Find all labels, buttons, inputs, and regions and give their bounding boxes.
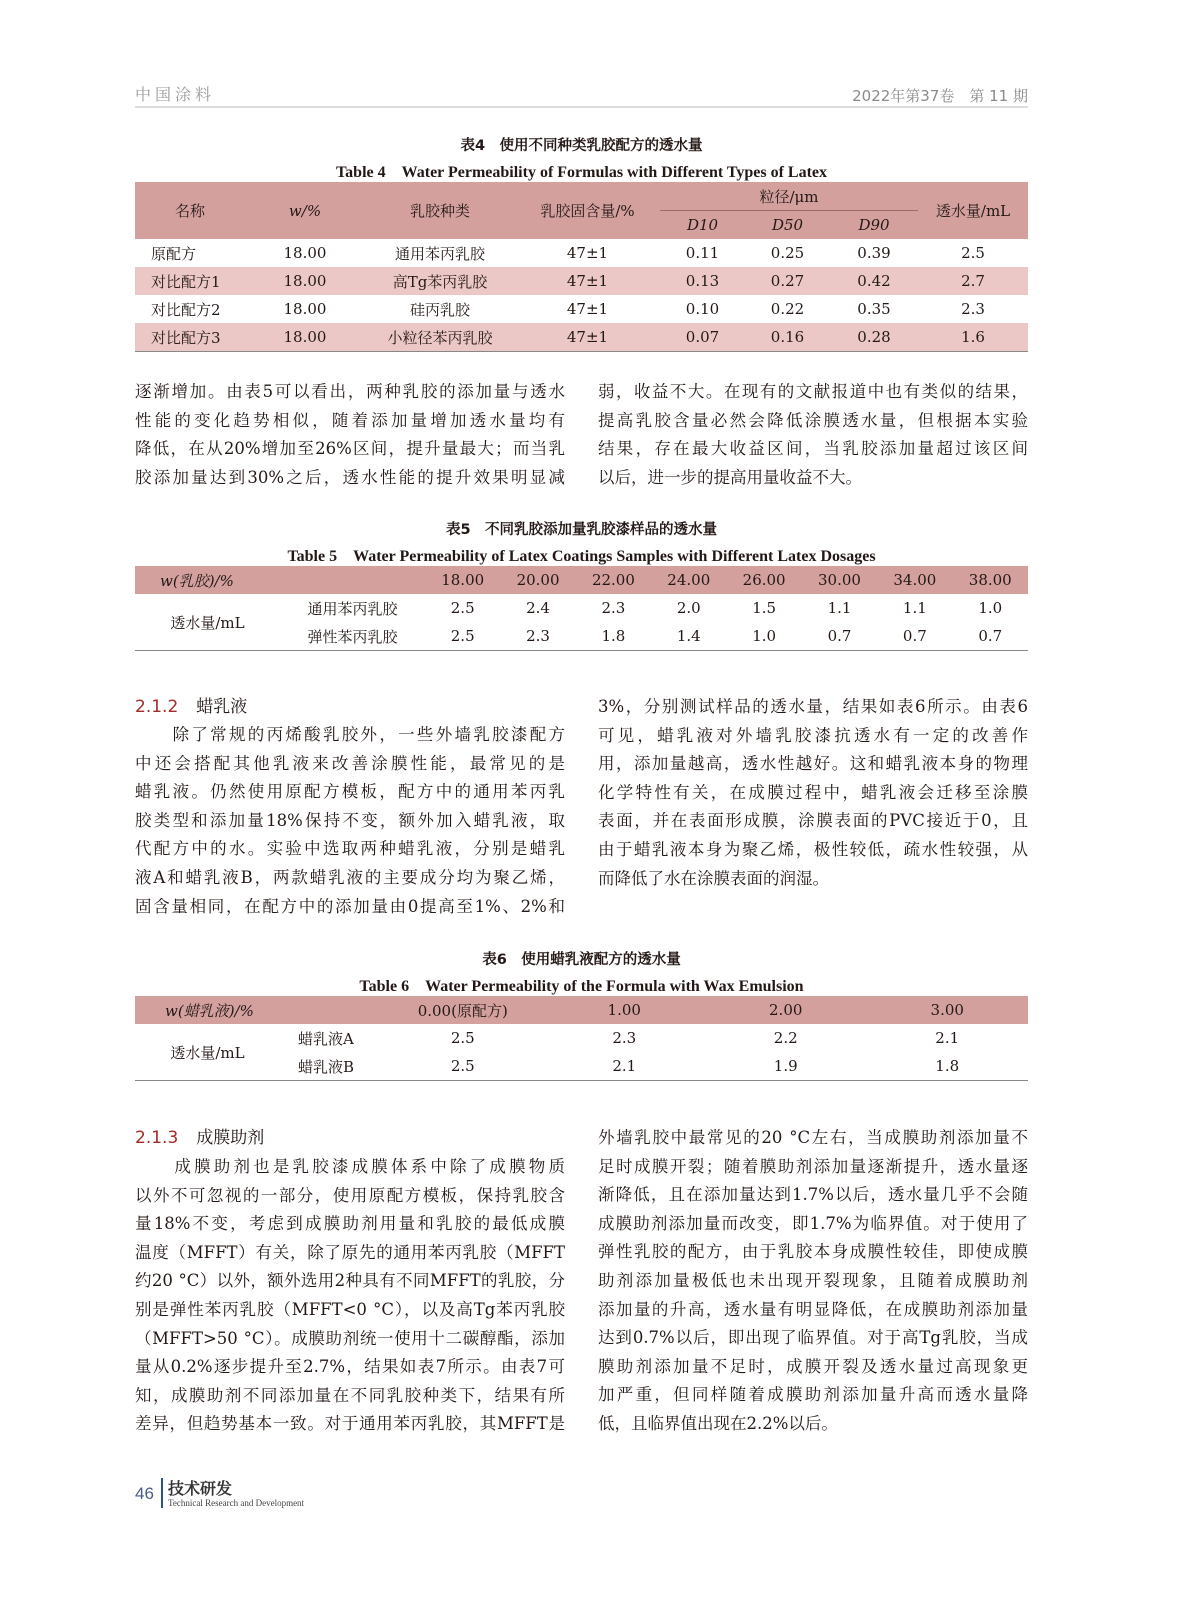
- column-header: 26.00: [726, 566, 801, 594]
- table-cell: 小粒径苯丙乳胶: [365, 323, 515, 352]
- table-cell: 18.00: [245, 323, 365, 352]
- table-cell: 2.1: [935, 1029, 960, 1047]
- text-line: 用，添加量越高，透水性越好。这和蜡乳液本身的物理: [598, 754, 1028, 774]
- table-cell: 0.16: [745, 323, 830, 352]
- section-number: 2.1.2: [135, 697, 179, 717]
- table6-header-label: w(蜡乳液)/%: [135, 996, 382, 1024]
- page-number: 46: [135, 1484, 154, 1503]
- table6-caption-en: Table 6 Water Permeability of the Formula with Wax Emulsion: [359, 978, 804, 995]
- text-line: 渐降低，且在添加量达到1.7%以后，透水量几乎不会随: [598, 1185, 1028, 1205]
- text-line: 降低，在从20%增加至26%区间，提升量最大；而当乳: [135, 439, 565, 459]
- table-cell: 2.1: [612, 1057, 637, 1075]
- table-cell: 18.00: [283, 244, 327, 262]
- footer-section-en: Technical Research and Development: [168, 1498, 305, 1508]
- table-cell: 1.5: [752, 599, 777, 617]
- series-name: 弹性苯丙乳胶: [307, 627, 398, 646]
- journal-name: 中国涂料: [135, 85, 216, 104]
- table-cell: 2.5: [450, 1029, 475, 1047]
- table-cell: 0.10: [685, 300, 720, 318]
- table-row: [135, 267, 1028, 295]
- table-cell: 2.0: [676, 599, 701, 617]
- table-cell: 0.07: [660, 323, 745, 352]
- table-cell: 1.9: [773, 1057, 798, 1075]
- table-cell: 2.3: [612, 1029, 637, 1047]
- text-line: 成膜助剂也是乳胶漆成膜体系中除了成膜物质: [135, 1157, 565, 1176]
- text-line: 达到0.7%以后，即出现了临界值。对于高Tg乳胶，当成: [598, 1328, 1028, 1348]
- table-cell: 硅丙乳胶: [409, 300, 470, 319]
- table-cell: 0.22: [770, 300, 805, 318]
- row-label: 透水量/mL: [170, 613, 245, 632]
- table-cell: 2.3: [961, 300, 985, 318]
- table5-caption-cn: 表5 不同乳胶添加量乳胶漆样品的透水量: [445, 522, 718, 538]
- table-cell: 18.00: [283, 300, 327, 318]
- table-cell: 2.5: [450, 599, 475, 617]
- table-row: [135, 323, 1028, 352]
- header-divider: [135, 106, 1028, 108]
- col-header-size: 粒径/μm: [660, 182, 918, 211]
- issue-info: 2022年第37卷 第 11 期: [852, 87, 1028, 105]
- table-cell: 2.4: [526, 599, 550, 617]
- table-cell: 1.0: [752, 627, 777, 645]
- footer-section-cn: 技术研发: [168, 1479, 233, 1498]
- column-header: 20.00: [500, 566, 575, 594]
- sec213-right: [598, 1124, 1028, 1439]
- col-header-name: 名称: [135, 182, 245, 239]
- text-line: 膜助剂添加量不足时，成膜开裂及透水量过高现象更: [598, 1356, 1028, 1376]
- text-line: （MFFT>50 °C）。成膜助剂统一使用十二碳醇酯，添加: [135, 1328, 565, 1348]
- table-cell: 0.35: [857, 300, 891, 318]
- table-cell: 0.7: [978, 627, 1003, 645]
- col-header-d90: D90: [830, 211, 918, 240]
- column-header: 22.00: [576, 566, 651, 594]
- table-cell: 47±1: [515, 267, 660, 295]
- table5-caption-en: Table 5 Water Permeability of Latex Coatings Samples with Different Latex Dosages: [287, 548, 876, 565]
- table-cell: 1.0: [978, 599, 1003, 617]
- text-line: 别是弹性苯丙乳胶（MFFT<0 °C），以及高Tg苯丙乳胶: [135, 1299, 565, 1319]
- table4-caption-en: Table 4 Water Permeability of Formulas with Different Types of Latex: [335, 164, 828, 181]
- table-cell: 47±1: [566, 300, 609, 318]
- text-line: 添加量的升高，透水量有明显降低，在成膜助剂添加量: [598, 1299, 1028, 1319]
- table-cell: 通用苯丙乳胶: [394, 244, 485, 263]
- table-cell: 1.4: [676, 627, 701, 645]
- text-line: 除了常规的丙烯酸乳胶外，一些外墙乳胶漆配方: [135, 725, 565, 744]
- text-line: 以后，进一步的提高用量收益不大。: [598, 467, 862, 487]
- column-header: 2.00: [705, 996, 866, 1024]
- text-line: 结果，存在最大收益区间，当乳胶添加量超过该区间: [598, 439, 1028, 459]
- table-cell: 对比配方1: [135, 267, 245, 295]
- section-2-1-2-heading: [135, 693, 565, 722]
- col-header-w: w/%: [245, 182, 365, 239]
- table-cell: 1.8: [601, 627, 626, 645]
- table-cell: 2.5: [450, 1057, 475, 1075]
- table-cell: 0.28: [830, 323, 918, 352]
- text-line: 足时成膜开裂；随着膜助剂添加量逐渐提升，透水量逐: [598, 1156, 1028, 1176]
- column-header: 1.00: [544, 996, 705, 1024]
- table-cell: 0.27: [745, 267, 830, 295]
- col-header-type: 乳胶种类: [365, 182, 515, 239]
- text-line: 由于蜡乳液本身为聚乙烯，极性较低，疏水性较强，从: [598, 839, 1028, 859]
- column-header: 24.00: [651, 566, 726, 594]
- table-cell: 2.5: [450, 627, 475, 645]
- text-line: 量从0.2%逐步提升至2.7%，结果如表7所示。由表7可: [135, 1357, 565, 1377]
- table-cell: 2.2: [773, 1029, 798, 1047]
- table-cell: 1.1: [827, 599, 852, 617]
- text-line: 成膜助剂添加量而改变，即1.7%为临界值。对于使用了: [598, 1213, 1028, 1233]
- table4-caption-cn: 表4 使用不同种类乳胶配方的透水量: [460, 138, 703, 154]
- text-line: 以外不可忽视的一部分，使用原配方模板，保持乳胶含: [135, 1185, 565, 1205]
- table5: [135, 566, 1028, 651]
- section-2-1-3-heading: [135, 1124, 565, 1153]
- table-cell: 对比配方2: [151, 300, 221, 319]
- text-line: 外墙乳胶中最常见的20 °C左右，当成膜助剂添加量不: [598, 1128, 1028, 1147]
- sec212-right: [598, 693, 1028, 893]
- table-cell: 对比配方3: [135, 323, 245, 352]
- text-line: 低，且临界值出现在2.2%以后。: [598, 1413, 838, 1433]
- column-header: 0.00(原配方): [382, 996, 543, 1024]
- table-cell: 0.7: [827, 627, 852, 645]
- col-header-d50: D50: [745, 211, 830, 240]
- sec213-left: [135, 1153, 565, 1439]
- table-cell: 1.8: [935, 1057, 960, 1075]
- para1-right: [598, 378, 1028, 492]
- table6-caption-cn: 表6 使用蜡乳液配方的透水量: [482, 952, 681, 968]
- table-cell: 47±1: [515, 323, 660, 352]
- table-cell: 1.6: [918, 323, 1028, 352]
- sec212-left: [135, 721, 565, 921]
- table-row: [135, 1024, 1028, 1052]
- column-header: 34.00: [877, 566, 952, 594]
- table-row: [135, 295, 1028, 323]
- table-cell: 47±1: [566, 244, 609, 262]
- text-line: 而降低了水在涂膜表面的润湿。: [598, 868, 829, 888]
- text-line: 液A和蜡乳液B，两款蜡乳液的主要成分均为聚乙烯，: [135, 867, 565, 887]
- text-line: 约20 °C）以外，额外选用2种具有不同MFFT的乳胶，分: [135, 1271, 565, 1291]
- table4: [135, 182, 1028, 352]
- table-cell: 2.3: [526, 627, 550, 645]
- text-line: 加严重，但同样随着成膜助剂添加量升高而透水量降: [598, 1385, 1028, 1405]
- table-cell: 1.1: [902, 599, 927, 617]
- column-header: 30.00: [802, 566, 877, 594]
- text-line: 3%，分别测试样品的透水量，结果如表6所示。由表6: [598, 697, 1028, 716]
- text-line: 助剂添加量极低也未出现开裂现象，且随着成膜助剂: [598, 1270, 1028, 1290]
- table-row: [135, 594, 1028, 622]
- table6: [135, 996, 1028, 1081]
- section-title: 蜡乳液: [196, 697, 248, 717]
- table-cell: 0.13: [660, 267, 745, 295]
- col-header-d10: D10: [660, 211, 745, 240]
- table-cell: 原配方: [151, 244, 197, 263]
- table-cell: 0.7: [902, 627, 927, 645]
- text-line: 化学特性有关，在成膜过程中，蜡乳液会迁移至涂膜: [598, 782, 1028, 802]
- text-line: 性能的变化趋势相似，随着添加量增加透水量均有: [135, 410, 565, 430]
- col-header-solid: 乳胶固含量/%: [515, 182, 660, 239]
- table-cell: 0.25: [770, 244, 805, 262]
- text-line: 表面，并在表面形成膜，涂膜表面的PVC接近于0，且: [598, 811, 1028, 831]
- table-cell: 2.3: [601, 599, 626, 617]
- series-name: 蜡乳液A: [298, 1029, 354, 1048]
- row-label: 透水量/mL: [170, 1043, 245, 1062]
- text-line: 弱，收益不大。在现有的文献报道中也有类似的结果，: [598, 382, 1028, 401]
- table-cell: 18.00: [245, 267, 365, 295]
- table-cell: 0.11: [685, 244, 720, 262]
- column-header: 18.00: [425, 566, 500, 594]
- text-line: 胶类型和添加量18%保持不变，额外加入蜡乳液，取: [135, 810, 565, 830]
- text-line: 提高乳胶含量必然会降低涂膜透水量，但根据本实验: [598, 410, 1028, 430]
- text-line: 固含量相同，在配方中的添加量由0提高至1%、2%和: [135, 896, 565, 916]
- text-line: 逐渐增加。由表5可以看出，两种乳胶的添加量与透水: [135, 382, 565, 401]
- series-name: 蜡乳液B: [298, 1057, 355, 1076]
- para1-left: [135, 378, 565, 492]
- text-line: 温度（MFFT）有关，除了原先的通用苯丙乳胶（MFFT: [135, 1242, 565, 1262]
- col-header-perm: 透水量/mL: [918, 182, 1028, 239]
- column-header: 38.00: [953, 566, 1028, 594]
- column-header: 3.00: [866, 996, 1028, 1024]
- table-cell: 高Tg苯丙乳胶: [365, 267, 515, 295]
- table5-header-label: w(乳胶)/%: [135, 566, 425, 594]
- text-line: 代配方中的水。实验中选取两种蜡乳液，分别是蜡乳: [135, 839, 565, 859]
- text-line: 量18%不变，考虑到成膜助剂用量和乳胶的最低成膜: [135, 1214, 565, 1234]
- footer-divider: [161, 1478, 163, 1508]
- table-cell: 2.7: [918, 267, 1028, 295]
- text-line: 胶添加量达到30%之后，透水性能的提升效果明显减: [135, 467, 565, 487]
- text-line: 中还会搭配其他乳液来改善涂膜性能，最常见的是: [135, 753, 565, 773]
- text-line: 弹性乳胶的配方，由于乳胶本身成膜性较佳，即使成膜: [598, 1242, 1028, 1262]
- table-cell: 0.42: [830, 267, 918, 295]
- section-title: 成膜助剂: [196, 1128, 265, 1148]
- series-name: 通用苯丙乳胶: [307, 599, 398, 618]
- text-line: 可见，蜡乳液对外墙乳胶漆抗透水有一定的改善作: [598, 725, 1028, 745]
- table-row: [135, 239, 1028, 267]
- table-cell: 2.5: [961, 244, 985, 262]
- table-cell: 0.39: [857, 244, 891, 262]
- text-line: 差异，但趋势基本一致。对于通用苯丙乳胶，其MFFT是: [135, 1414, 565, 1434]
- section-number: 2.1.3: [135, 1128, 179, 1148]
- text-line: 知，成膜助剂不同添加量在不同乳胶种类下，结果有所: [135, 1385, 565, 1405]
- text-line: 蜡乳液。仍然使用原配方模板，配方中的通用苯丙乳: [135, 782, 565, 802]
